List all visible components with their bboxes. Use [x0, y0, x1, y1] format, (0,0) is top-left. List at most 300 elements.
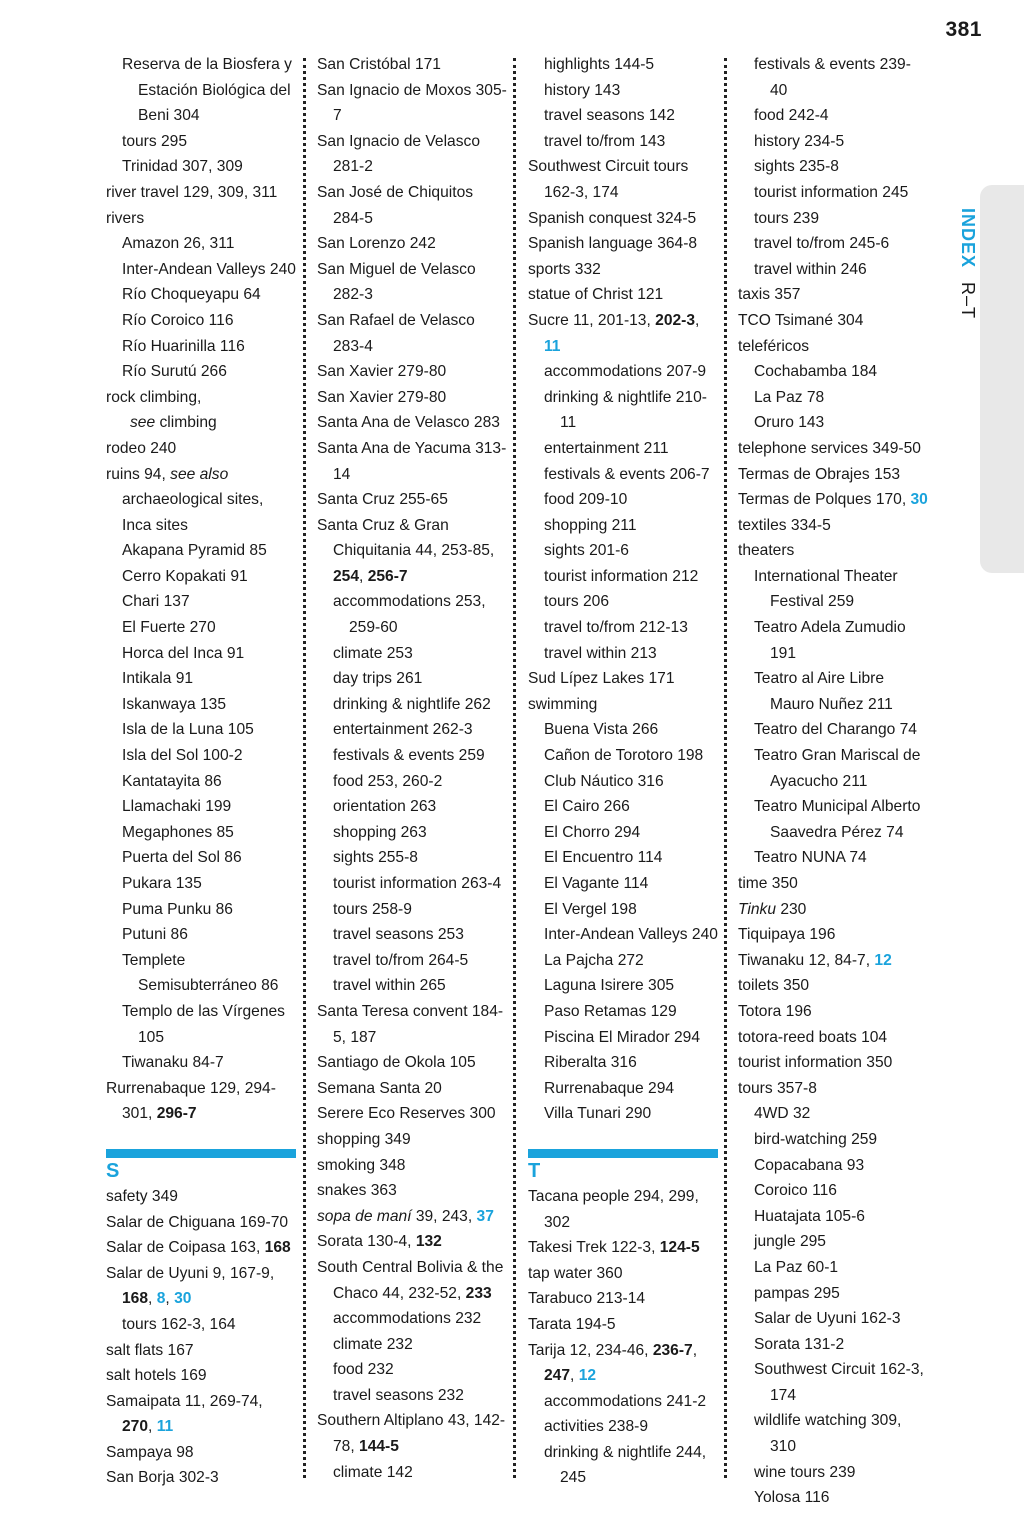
entry-text: El Chorro 294 [544, 823, 641, 841]
entry-text: Villa Tunari 290 [544, 1105, 652, 1123]
index-entry [738, 513, 928, 539]
entry-text: wildlife watching 309, 310 [754, 1412, 902, 1456]
index-entry [528, 1235, 718, 1261]
index-entry [317, 1204, 507, 1230]
entry-text: telephone services 349-50 [738, 439, 921, 457]
entry-text: Oruro 143 [754, 414, 825, 432]
index-subentry [106, 615, 296, 641]
index-entry [738, 487, 928, 513]
entry-text: travel seasons 142 [544, 107, 675, 125]
entry-text: El Vergel 198 [544, 900, 637, 918]
entry-text: San Cristóbal 171 [317, 56, 441, 73]
index-subentry [738, 180, 928, 206]
entry-text: Laguna Isirere 305 [544, 977, 675, 995]
entry-text: safety 349 [106, 1187, 178, 1205]
entry-text: Takesi Trek 122-3, [528, 1239, 660, 1257]
index-subentry [528, 820, 718, 846]
index-subentry [738, 845, 928, 871]
index-subentry [738, 1229, 928, 1255]
index-subentry [738, 1332, 928, 1358]
map-ref: 30 [910, 491, 928, 509]
entry-text: tourist information 245 [754, 183, 909, 201]
index-entry [738, 436, 928, 462]
index-entry [528, 1312, 718, 1338]
entry-text: statue of Christ 121 [528, 286, 664, 304]
entry-text: El Vagante 114 [544, 875, 649, 892]
entry-text: 4WD 32 [754, 1105, 811, 1123]
index-subentry [528, 129, 718, 155]
index-subentry [317, 1332, 507, 1358]
index-subentry [106, 743, 296, 769]
index-entry [738, 462, 928, 488]
entry-text: Kantatayita 86 [122, 772, 222, 790]
entry-text: accommodations 232 [333, 1310, 482, 1328]
index-subentry [317, 1460, 507, 1486]
entry-text: San Miguel de Velasco 282-3 [317, 260, 476, 304]
entry-text: history 143 [544, 81, 621, 99]
index-subentry [528, 52, 718, 78]
index-entry [317, 513, 507, 590]
index-subentry [106, 666, 296, 692]
index-entry [738, 897, 928, 923]
index-entry [106, 180, 296, 206]
entry-text: ruins 94, [106, 465, 171, 483]
entry-text: Trinidad 307, 309 [122, 158, 243, 176]
index-subentry [738, 1178, 928, 1204]
index-column-1 [106, 52, 296, 1491]
entry-text: shopping 349 [317, 1130, 411, 1148]
index-subentry [738, 410, 928, 436]
entry-text: travel to/from 264-5 [333, 951, 469, 969]
entry-text: travel to/from 143 [544, 132, 666, 150]
index-entry [317, 129, 507, 180]
entry-text: , [148, 1290, 157, 1308]
index-subentry [317, 1306, 507, 1332]
index-entry [317, 78, 507, 129]
entry-continuation [122, 414, 217, 431]
index-subentry [106, 564, 296, 590]
entry-text: climate 142 [333, 1463, 413, 1481]
index-subentry [738, 359, 928, 385]
entry-text: rock climbing, [106, 388, 202, 406]
entry-text: Río Huarinilla 116 [122, 337, 245, 355]
entry-text: Tarija 12, 234-46, [528, 1341, 653, 1359]
entry-text: tours 162-3, 164 [122, 1315, 236, 1333]
index-subentry [528, 78, 718, 104]
map-ref: 37 [476, 1207, 494, 1225]
index-subentry [528, 948, 718, 974]
page-ref-bold: 296-7 [156, 1105, 197, 1123]
map-ref: 30 [174, 1290, 192, 1308]
index-subentry [738, 743, 928, 794]
entry-text: Coroico 116 [754, 1182, 837, 1200]
entry-text: smoking 348 [317, 1156, 406, 1174]
index-range-label: R–T [958, 282, 978, 320]
index-entry [738, 1050, 928, 1076]
index-subentry [317, 641, 507, 667]
entry-text: Salar de Coipasa 163, [106, 1239, 265, 1257]
entry-text: Tiwanaku 84-7 [122, 1054, 224, 1072]
entry-text: archaeological sites, Inca sites [122, 491, 264, 534]
entry-text: jungle 295 [754, 1233, 826, 1251]
index-subentry [106, 538, 296, 564]
entry-text: day trips 261 [333, 670, 423, 688]
entry-text: accommodations 207-9 [544, 363, 707, 381]
index-entry [528, 206, 718, 232]
entry-text: time 350 [738, 875, 798, 892]
index-entry [738, 1025, 928, 1051]
page-ref-bold: 233 [465, 1284, 492, 1302]
entry-text: festivals & events 239-40 [754, 56, 911, 99]
entry-text: tap water 360 [528, 1264, 623, 1282]
index-subentry [528, 999, 718, 1025]
index-column-3 [528, 52, 718, 1491]
index-subentry [738, 257, 928, 283]
index-entry [106, 1440, 296, 1466]
index-column-4 [738, 52, 928, 1511]
index-subentry [738, 154, 928, 180]
index-subentry [528, 462, 718, 488]
page-ref-bold: 168 [122, 1290, 149, 1308]
index-subentry [106, 589, 296, 615]
page-ref-bold: 236-7 [652, 1341, 693, 1359]
entry-text: travel within 213 [544, 644, 657, 662]
entry-text: Amazon 26, 311 [122, 235, 235, 253]
entry-text: salt hotels 169 [106, 1367, 207, 1385]
index-entry [317, 1127, 507, 1153]
entry-text: , [692, 1341, 698, 1359]
index-entry [738, 308, 928, 334]
index-entry [317, 410, 507, 436]
index-entry [106, 436, 296, 462]
entry-text: toilets 350 [738, 977, 810, 995]
index-subentry [528, 513, 718, 539]
entry-text: Paso Retamas 129 [544, 1002, 677, 1020]
entry-text: , [359, 567, 368, 585]
index-subentry [106, 717, 296, 743]
entry-text: , [165, 1290, 175, 1308]
entry-text: activities 238-9 [544, 1418, 649, 1436]
index-subentry [738, 1204, 928, 1230]
index-entry [528, 308, 718, 359]
page-ref-bold: 202-3 [655, 311, 696, 329]
index-subentry [106, 1312, 296, 1338]
index-entry [106, 1338, 296, 1364]
index-subentry [528, 103, 718, 129]
entry-text: drinking & nightlife 262 [333, 695, 491, 713]
index-subentry [317, 589, 507, 640]
index-entry [528, 1261, 718, 1287]
index-subentry [106, 692, 296, 718]
italic-term: see [130, 414, 156, 432]
index-subentry [317, 692, 507, 718]
index-entry [317, 1076, 507, 1102]
entry-text: drinking & nightlife 210-11 [544, 388, 707, 432]
index-entry [106, 1389, 296, 1440]
index-entry [106, 1261, 296, 1312]
entry-text: orientation 263 [333, 798, 437, 816]
entry-text: Santa Teresa convent 184-5, 187 [317, 1002, 504, 1046]
index-subentry [738, 794, 928, 845]
index-entry [317, 308, 507, 359]
index-subentry [317, 743, 507, 769]
index-entry [106, 1184, 296, 1210]
entry-text: travel within 246 [754, 260, 867, 278]
italic-term: see also [170, 465, 229, 483]
entry-text: festivals & events 259 [333, 747, 485, 765]
index-subentry [106, 308, 296, 334]
entry-text: climbing [155, 414, 217, 432]
entry-text: Horca del Inca 91 [122, 644, 245, 662]
index-subentry [738, 1485, 928, 1511]
entry-text: festivals & events 206-7 [544, 465, 710, 483]
entry-text: Río Coroico 116 [122, 311, 234, 329]
index-entry [528, 692, 718, 718]
entry-text: history 234-5 [754, 132, 845, 150]
entry-text: Tiwanaku 12, 84-7, [738, 951, 875, 969]
italic-term: sopa de maní [317, 1207, 412, 1225]
map-ref: 12 [578, 1367, 597, 1385]
index-subentry [528, 564, 718, 590]
page-ref-bold: 168 [264, 1239, 291, 1257]
entry-text: Teatro NUNA 74 [754, 849, 867, 867]
index-entry [738, 334, 928, 360]
entry-text: Cerro Kopakati 91 [122, 567, 248, 585]
entry-text: totora-reed boats 104 [738, 1028, 888, 1046]
index-subentry [317, 897, 507, 923]
index-subentry [106, 231, 296, 257]
index-entry [317, 1153, 507, 1179]
index-subentry [106, 282, 296, 308]
entry-text: Serere Eco Reserves 300 [317, 1105, 496, 1123]
entry-text: food 253, 260-2 [333, 772, 443, 790]
index-subentry [738, 1408, 928, 1459]
index-subentry [738, 231, 928, 257]
entry-text: Templo de las Vírgenes 105 [122, 1002, 285, 1046]
index-label: INDEX [958, 208, 978, 269]
entry-text: Termas de Polques 170, [738, 491, 911, 509]
index-entry [317, 385, 507, 411]
index-subentry [528, 385, 718, 436]
index-subentry [528, 359, 718, 385]
entry-text: Salar de Uyuni 9, 167-9, [106, 1264, 275, 1282]
index-subentry [738, 615, 928, 666]
index-entry [738, 538, 928, 564]
entry-text: Yolosa 116 [754, 1489, 830, 1507]
page-ref-bold: 124-5 [659, 1239, 700, 1257]
entry-text: Sucre 11, 201-13, [528, 311, 656, 329]
index-entry [317, 1178, 507, 1204]
entry-text: Sorata 131-2 [754, 1335, 845, 1353]
index-subentry [106, 52, 296, 129]
index-subentry [738, 52, 928, 103]
entry-text: tours 206 [544, 593, 610, 611]
index-subentry [528, 615, 718, 641]
entry-text: Rurrenabaque 129, 294-301, [106, 1079, 276, 1123]
index-entry [738, 871, 928, 897]
entry-text: Sorata 130-4, [317, 1233, 416, 1251]
index-column-2 [317, 52, 507, 1485]
entry-text: Southwest Circuit tours 162-3, 174 [528, 158, 689, 201]
index-subentry [106, 154, 296, 180]
entry-text: food 209-10 [544, 491, 628, 509]
entry-text: Templete Semisubterráneo 86 [122, 951, 279, 995]
entry-text: food 242-4 [754, 107, 829, 125]
index-subentry [106, 948, 296, 999]
section-letter: S [106, 1159, 120, 1182]
index-subentry [738, 385, 928, 411]
entry-text: , [148, 1418, 157, 1436]
entry-text: pampas 295 [754, 1284, 840, 1302]
entry-text: La Pajcha 272 [544, 951, 644, 969]
index-entry [528, 282, 718, 308]
entry-text: Southwest Circuit 162-3, 174 [754, 1361, 924, 1404]
index-subentry [528, 538, 718, 564]
index-subentry [106, 334, 296, 360]
index-entry [738, 999, 928, 1025]
index-subentry [106, 257, 296, 283]
entry-text: San Xavier 279-80 [317, 388, 447, 406]
entry-text: Megaphones 85 [122, 823, 234, 841]
index-subentry [317, 794, 507, 820]
index-entry [317, 1050, 507, 1076]
index-entry [528, 1184, 718, 1235]
index-subentry [106, 871, 296, 897]
index-subentry [317, 922, 507, 948]
index-entry [317, 180, 507, 231]
entry-text: tourist information 350 [738, 1054, 893, 1072]
entry-text: salt flats 167 [106, 1341, 194, 1359]
index-subentry [106, 845, 296, 871]
index-subentry [738, 564, 928, 615]
index-subentry [528, 769, 718, 795]
entry-text: TCO Tsimané 304 [738, 311, 864, 329]
entry-text: , [695, 311, 700, 329]
entry-text: Huatajata 105-6 [754, 1207, 865, 1225]
index-subentry [528, 871, 718, 897]
index-entry [317, 999, 507, 1050]
entry-text: rodeo 240 [106, 439, 177, 457]
index-entry [738, 948, 928, 974]
entry-text: climate 232 [333, 1335, 413, 1353]
entry-text: Teatro al Aire Libre Mauro Nuñez 211 [754, 670, 893, 713]
entry-text: Spanish conquest 324-5 [528, 209, 697, 227]
entry-text: San José de Chiquitos 284-5 [317, 183, 474, 227]
entry-text: Puerta del Sol 86 [122, 849, 242, 867]
entry-text: Santa Ana de Yacuma 313-14 [317, 439, 507, 483]
page-ref-bold: 132 [415, 1233, 442, 1251]
entry-text: teleféricos [738, 337, 810, 355]
entry-text: Semana Santa 20 [317, 1079, 442, 1097]
entry-text: Tarata 194-5 [528, 1315, 616, 1333]
entry-text: 39, 243, [411, 1207, 477, 1225]
entry-text: Isla del Sol 100-2 [122, 747, 243, 765]
index-subentry [528, 743, 718, 769]
index-subentry [106, 359, 296, 385]
index-subentry [528, 897, 718, 923]
index-subentry [106, 1050, 296, 1076]
entry-text: accommodations 241-2 [544, 1392, 707, 1410]
index-subentry [528, 845, 718, 871]
entry-text: Teatro Municipal Alberto Saavedra Pérez 74 [754, 798, 921, 841]
entry-text: swimming [528, 695, 598, 713]
index-subentry [738, 1101, 928, 1127]
index-entry [317, 52, 507, 78]
map-ref: 11 [544, 337, 561, 355]
entry-text: shopping 263 [333, 823, 427, 841]
entry-text: Río Choqueyapu 64 [122, 286, 261, 304]
index-subentry [317, 666, 507, 692]
index-subentry [317, 717, 507, 743]
index-entry [317, 487, 507, 513]
entry-text: sights 255-8 [333, 849, 418, 867]
index-subentry [317, 820, 507, 846]
entry-text: Pukara 135 [122, 875, 202, 892]
entry-text: San Rafael de Velasco 283-4 [317, 311, 475, 355]
index-subentry [317, 1357, 507, 1383]
entry-text: travel to/from 212-13 [544, 619, 688, 637]
index-entry [106, 1465, 296, 1491]
entry-text: Riberalta 316 [544, 1054, 637, 1072]
entry-text: Tarabuco 213-14 [528, 1290, 646, 1308]
index-subentry [528, 1076, 718, 1102]
entry-text: Sud Lípez Lakes 171 [528, 670, 675, 688]
entry-text: Reserva de la Biosfera y Estación Biológica del Beni 304 [122, 56, 292, 125]
entry-text: South Central Bolivia & the Chaco 44, 232-52, [317, 1258, 504, 1302]
index-subentry [317, 845, 507, 871]
entry-text: 230 [776, 900, 807, 918]
entry-text: Cochabamba 184 [754, 363, 878, 381]
entry-text: travel seasons 232 [333, 1386, 464, 1404]
index-entry [317, 1255, 507, 1306]
index-subentry [106, 769, 296, 795]
entry-text: Isla de la Luna 105 [122, 721, 254, 739]
entry-text: Salar de Uyuni 162-3 [754, 1310, 901, 1328]
entry-text: travel to/from 245-6 [754, 235, 890, 253]
index-entry [528, 1286, 718, 1312]
entry-text: Chari 137 [122, 593, 190, 611]
index-entry [317, 1229, 507, 1255]
entry-text: Santa Ana de Velasco 283 [317, 414, 500, 432]
column-divider [303, 58, 306, 1478]
index-entry [528, 154, 718, 205]
index-entry [528, 666, 718, 692]
index-subentry [106, 999, 296, 1050]
entry-text: tourist information 212 [544, 567, 699, 585]
entry-text: theaters [738, 542, 795, 560]
index-subentry [738, 1357, 928, 1408]
entry-text: shopping 211 [544, 516, 637, 534]
index-subentry [317, 1383, 507, 1409]
index-entry [106, 1363, 296, 1389]
index-subentry [106, 794, 296, 820]
index-entry [317, 231, 507, 257]
index-subentry [738, 1460, 928, 1486]
index-subentry [528, 1440, 718, 1491]
index-entry [106, 1210, 296, 1236]
index-entry [106, 385, 296, 436]
map-ref: 8 [156, 1290, 166, 1308]
entry-text: Río Surutú 266 [122, 363, 227, 381]
entry-text: highlights 144-5 [544, 56, 655, 73]
entry-text: San Lorenzo 242 [317, 235, 436, 253]
index-subentry [738, 1306, 928, 1332]
entry-text: wine tours 239 [754, 1463, 856, 1481]
italic-term: Tinku [738, 900, 776, 918]
entry-text: San Borja 302-3 [106, 1469, 219, 1487]
entry-text: Buena Vista 266 [544, 721, 659, 739]
index-subentry [528, 1050, 718, 1076]
